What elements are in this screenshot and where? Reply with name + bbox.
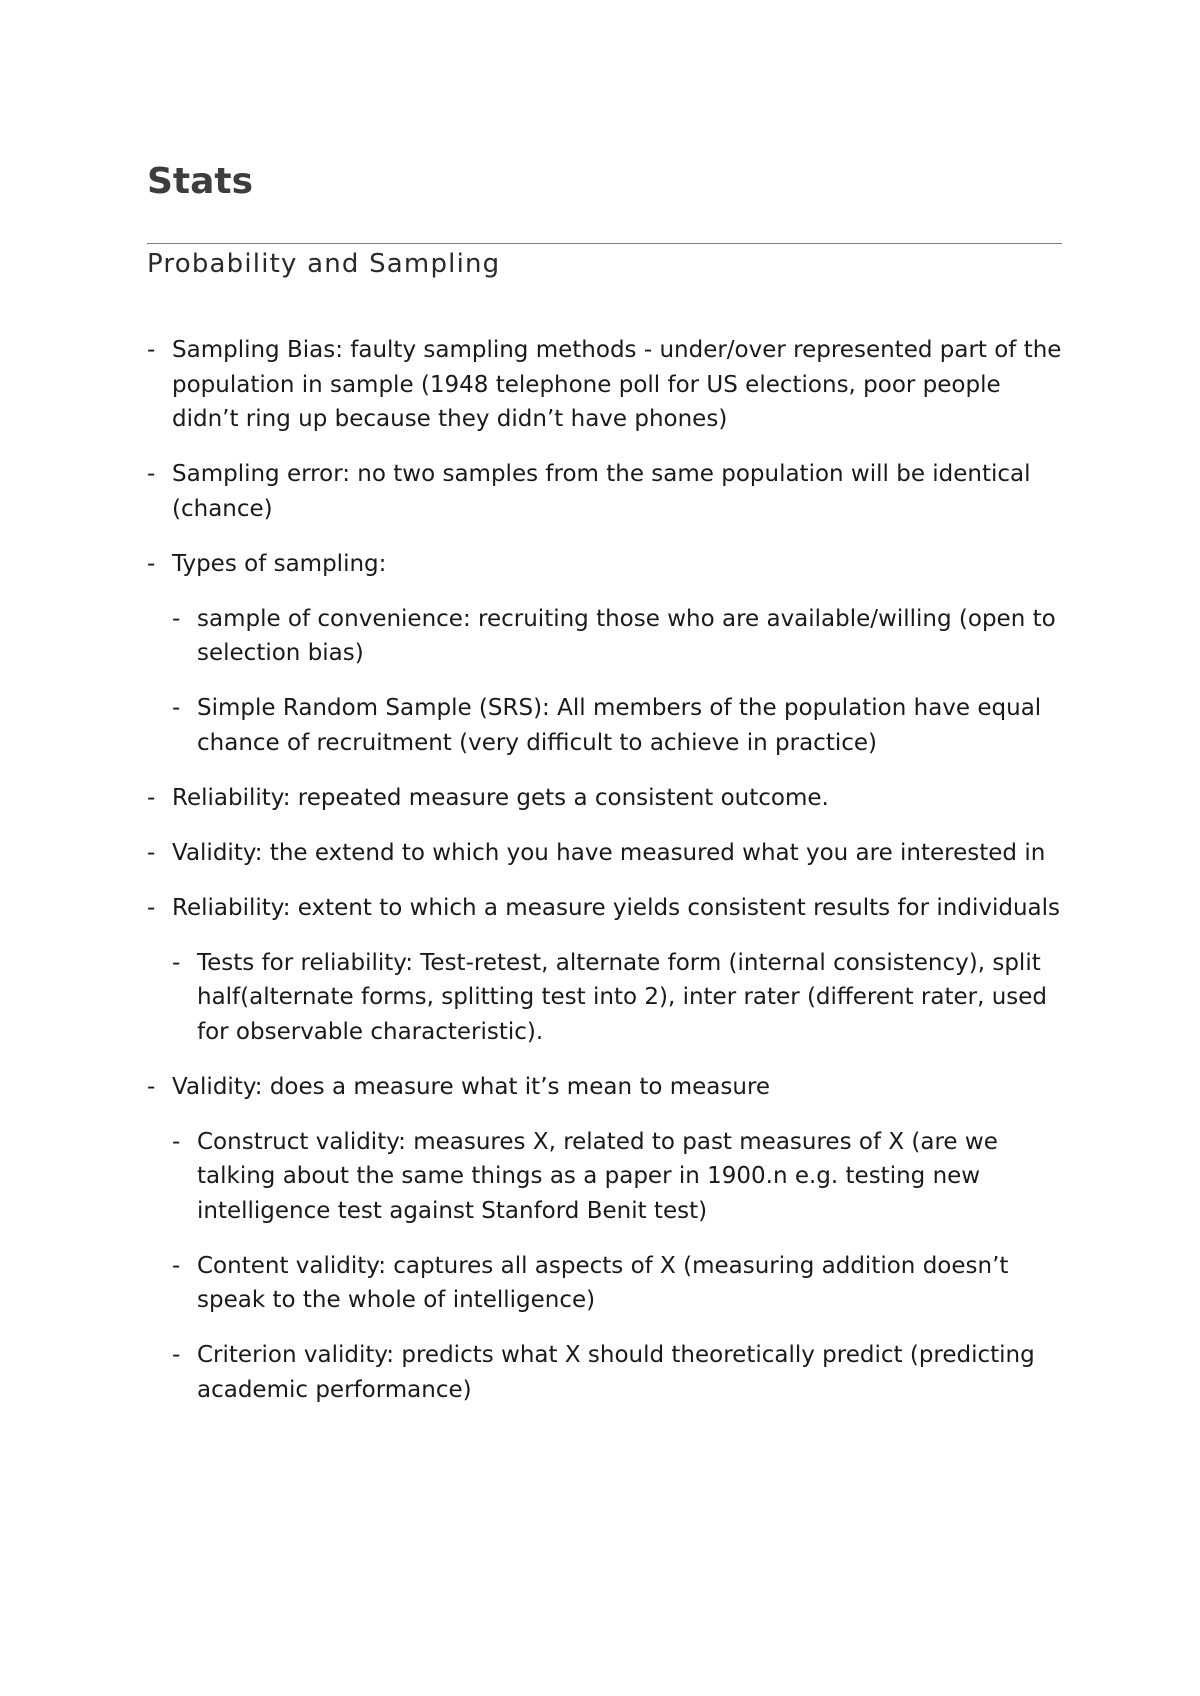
dash-bullet-icon: - bbox=[172, 949, 181, 976]
document-title: Stats bbox=[147, 161, 254, 202]
dash-bullet-icon: - bbox=[147, 1073, 156, 1100]
document-page bbox=[147, 160, 1062, 1428]
list-item-text: Validity: does a measure what it’s mean to measure bbox=[172, 1073, 771, 1100]
dash-bullet-icon: - bbox=[172, 1128, 181, 1155]
list-item bbox=[147, 333, 1062, 437]
dash-bullet-icon: - bbox=[147, 894, 156, 921]
sub-list-item bbox=[147, 946, 1062, 1050]
list-item bbox=[147, 781, 1062, 816]
section-title: Probability and Sampling bbox=[147, 249, 501, 279]
dash-bullet-icon: - bbox=[147, 550, 156, 577]
dash-bullet-icon: - bbox=[147, 784, 156, 811]
dash-bullet-icon: - bbox=[147, 839, 156, 866]
title-divider bbox=[147, 243, 1062, 244]
list-item-text: Types of sampling: bbox=[172, 550, 387, 577]
list-item bbox=[147, 457, 1062, 526]
list-item bbox=[147, 547, 1062, 582]
dash-bullet-icon: - bbox=[172, 605, 181, 632]
list-item-text: Reliability: repeated measure gets a consistent outcome. bbox=[172, 784, 829, 811]
dash-bullet-icon: - bbox=[172, 1252, 181, 1279]
dash-bullet-icon: - bbox=[172, 695, 181, 721]
list-item bbox=[147, 891, 1062, 926]
dash-bullet-icon: - bbox=[172, 1342, 181, 1368]
dash-bullet-icon: - bbox=[147, 337, 156, 363]
sub-list-item bbox=[147, 1249, 1062, 1318]
notes-list bbox=[147, 333, 1062, 1407]
list-item bbox=[147, 836, 1062, 871]
sub-list-item bbox=[147, 691, 1062, 760]
list-item-text: Sampling error: no two samples from the same population will be identical (chance) bbox=[172, 461, 1031, 522]
list-item-text: Content validity: captures all aspects of X (measuring addition doesn’t speak to the whole of intelligence) bbox=[197, 1252, 1009, 1313]
sub-list-item bbox=[147, 1338, 1062, 1407]
list-item-text: Sampling Bias: faulty sampling methods - under/over represented part of the population in sample (1948 telephone poll for US elections, poor people didn’t ring up because they didn’t have phones) bbox=[172, 337, 1062, 432]
list-item-text: Validity: the extend to which you have measured what you are interested in bbox=[172, 839, 1046, 866]
list-item-text: Simple Random Sample (SRS): All members of the population have equal chance of recruitment (very difficult to achieve in practice) bbox=[197, 695, 1042, 756]
list-item-text: Construct validity: measures X, related to past measures of X (are we talking about the same things as a paper in 1900.n e.g. testing new intelligence test against Stanford Benit test) bbox=[197, 1128, 998, 1224]
dash-bullet-icon: - bbox=[147, 461, 156, 487]
list-item-text: Reliability: extent to which a measure yields consistent results for individuals bbox=[172, 894, 1060, 921]
list-item-text: Tests for reliability: Test-retest, alternate form (internal consistency), split half(alternate forms, splitting test into 2), inter rater (different rater, used for observable characteristic). bbox=[197, 949, 1048, 1045]
sub-list-item bbox=[147, 602, 1062, 671]
list-item bbox=[147, 1070, 1062, 1105]
list-item-text: sample of convenience: recruiting those who are available/willing (open to selection bias) bbox=[197, 605, 1056, 666]
list-item-text: Criterion validity: predicts what X should theoretically predict (predicting academic performance) bbox=[197, 1342, 1035, 1403]
sub-list-item bbox=[147, 1125, 1062, 1229]
